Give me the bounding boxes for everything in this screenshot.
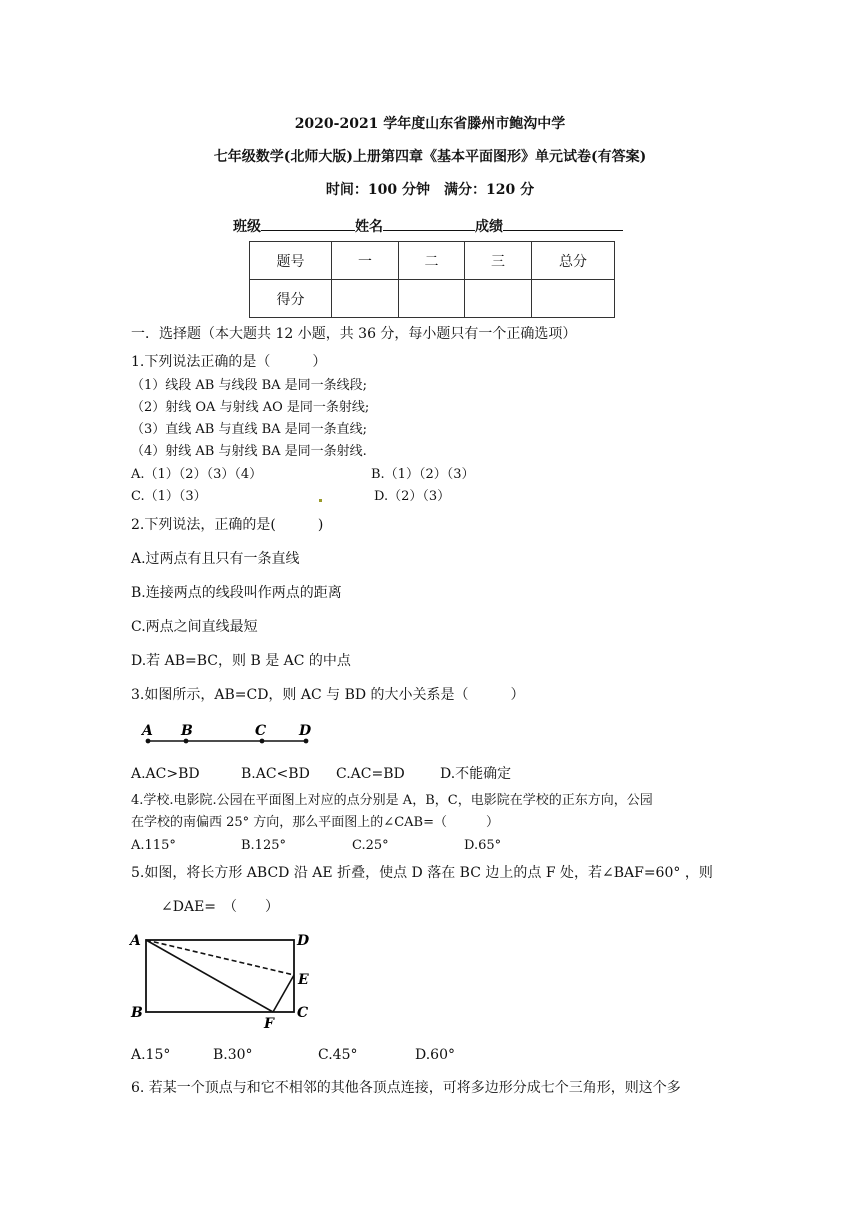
point-c	[260, 739, 265, 744]
table-header-cell: 二	[399, 242, 465, 280]
fold-line-fe	[273, 975, 294, 1012]
label-d: D	[297, 933, 310, 949]
question-2-stem: 2.下列说法，正确的是( )	[131, 517, 324, 533]
q2-option-b: B.连接两点的线段叫作两点的距离	[131, 585, 342, 601]
q3-option-d: D.不能确定	[440, 766, 512, 782]
point-b	[184, 739, 189, 744]
question-5-line2: ∠DAE= （ ）	[161, 899, 280, 915]
q5-option-b: B.30°	[213, 1047, 253, 1063]
info-fields	[233, 216, 623, 234]
point-d	[304, 739, 309, 744]
fold-line-ae	[146, 940, 294, 975]
paper-title: 2020-2021 学年度山东省滕州市鲍沟中学	[294, 116, 566, 132]
question-1-stem: 1.下列说法正确的是（ ）	[131, 354, 327, 370]
q1-option-b: B.（1）（2）（3）	[371, 467, 475, 482]
rectangle-abcd	[146, 940, 294, 1012]
q3-option-c: C.AC=BD	[336, 766, 405, 782]
q4-option-a: A.115°	[131, 838, 176, 853]
q3-option-a: A.AC>BD	[131, 766, 200, 782]
q4-option-b: B.125°	[241, 838, 286, 853]
label-c: C	[297, 1005, 309, 1021]
score-cell[interactable]	[532, 280, 615, 318]
table-header-cell: 总分	[532, 242, 615, 280]
section-heading: 一．选择题（本大题共 12 小题，共 36 分，每小题只有一个正确选项）	[131, 326, 577, 342]
question-6-line1: 6. 若某一个顶点与和它不相邻的其他各顶点连接，可将多边形分成七个三角形，则这个多	[131, 1080, 681, 1096]
label-c: C	[255, 723, 267, 739]
label-b: B	[181, 723, 193, 739]
q5-rectangle-figure	[128, 928, 318, 1032]
question-3-stem: 3.如图所示，AB=CD，则 AC 与 BD 的大小关系是（ ）	[131, 687, 525, 703]
q5-option-d: D.60°	[415, 1047, 455, 1063]
q1-statement: （4）射线 AB 与射线 BA 是同一条射线.	[131, 444, 367, 459]
score-row-label: 得分	[250, 280, 332, 318]
q1-statement: （2）射线 OA 与射线 AO 是同一条射线;	[131, 400, 370, 415]
q1-option-d: D.（2）（3）	[374, 489, 451, 504]
point-a	[146, 739, 151, 744]
q3-line-figure	[136, 712, 326, 748]
q1-statement: （1）线段 AB 与线段 BA 是同一条线段;	[131, 378, 368, 393]
paper-subtitle: 七年级数学(北师大版)上册第四章《基本平面图形》单元试卷(有答案)	[213, 149, 647, 165]
name-label: 姓名	[355, 219, 383, 235]
question-5-line1: 5.如图，将长方形 ABCD 沿 AE 折叠，使点 D 落在 BC 边上的点 F 处，若∠BAF=60° ，则	[131, 865, 713, 881]
fold-line-af	[146, 940, 273, 1012]
table-header-cell: 题号	[250, 242, 332, 280]
label-e: E	[298, 972, 309, 988]
q4-option-d: D.65°	[464, 838, 502, 853]
label-a: A	[142, 723, 153, 739]
score-table	[249, 241, 615, 318]
score-field[interactable]	[503, 216, 623, 231]
label-d: D	[299, 723, 312, 739]
score-table-header-row	[250, 242, 615, 280]
label-a: A	[130, 933, 141, 949]
question-4-line1: 4.学校.电影院.公园在平面图上对应的点分别是 A，B，C，电影院在学校的正东方向，公园	[131, 793, 653, 808]
q1-option-a: A.（1）（2）（3）（4）	[131, 467, 263, 482]
class-label: 班级	[233, 219, 261, 235]
q1-option-c: C.（1）（3）	[131, 489, 207, 504]
score-cell[interactable]	[399, 280, 465, 318]
label-b: B	[131, 1005, 143, 1021]
stray-dot	[319, 499, 322, 502]
q3-option-b: B.AC<BD	[241, 766, 310, 782]
score-cell[interactable]	[465, 280, 532, 318]
q2-option-d: D.若 AB=BC，则 B 是 AC 的中点	[131, 653, 351, 669]
time-info: 时间：100 分钟 满分：120 分	[325, 182, 535, 198]
q5-option-a: A.15°	[131, 1047, 171, 1063]
q1-statement: （3）直线 AB 与直线 BA 是同一条直线;	[131, 422, 368, 437]
score-label: 成绩	[475, 219, 503, 235]
q2-option-c: C.两点之间直线最短	[131, 619, 258, 635]
score-table-row	[250, 280, 615, 318]
question-4-line2: 在学校的南偏西 25° 方向，那么平面图上的∠CAB=（ ）	[131, 815, 499, 830]
class-field[interactable]	[261, 216, 355, 231]
table-header-cell: 三	[465, 242, 532, 280]
q2-option-a: A.过两点有且只有一条直线	[131, 551, 300, 567]
name-field[interactable]	[383, 216, 475, 231]
table-header-cell: 一	[332, 242, 399, 280]
q4-option-c: C.25°	[352, 838, 389, 853]
q5-option-c: C.45°	[318, 1047, 358, 1063]
label-f: F	[264, 1016, 274, 1032]
score-cell[interactable]	[332, 280, 399, 318]
